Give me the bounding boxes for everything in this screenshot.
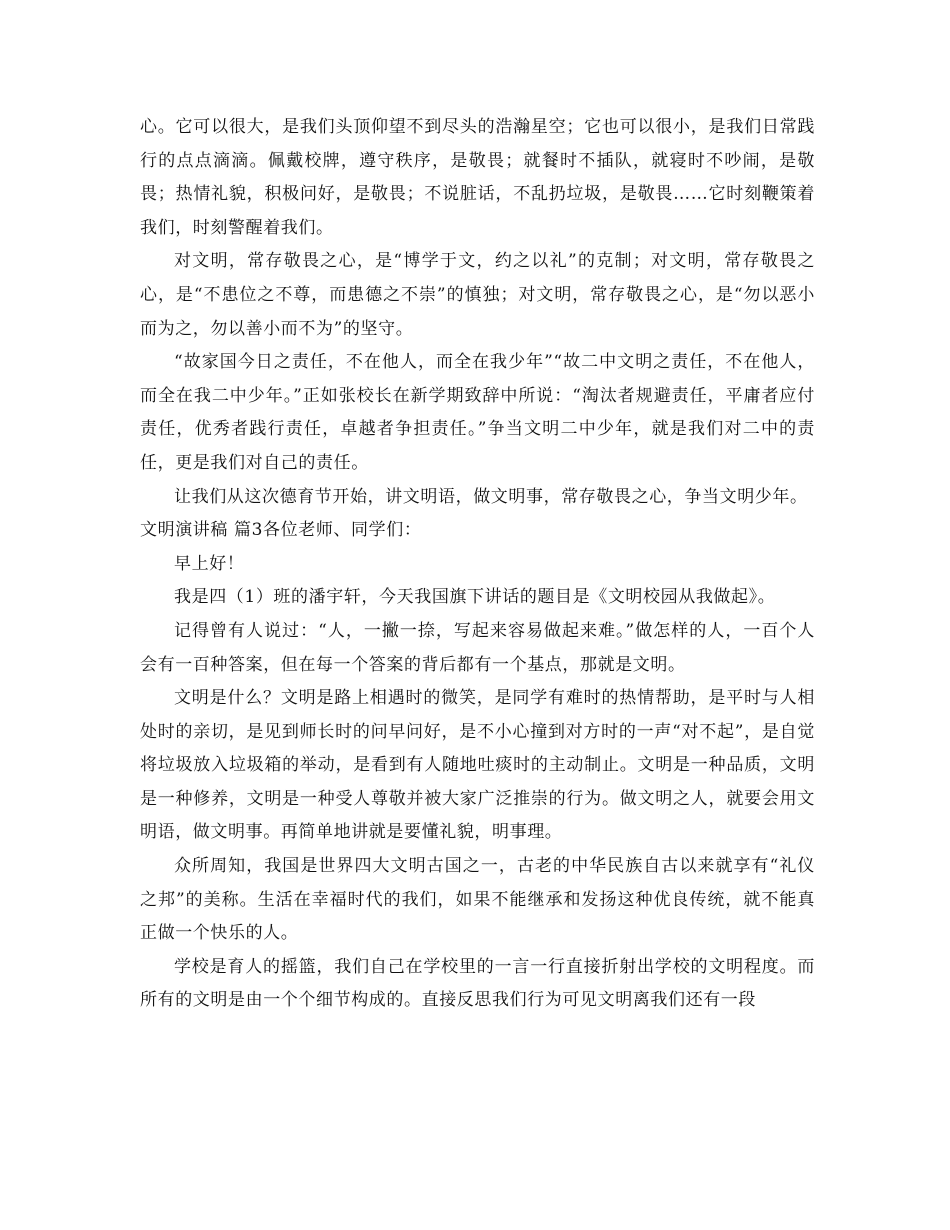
paragraph-9: 文明是什么？文明是路上相遇时的微笑，是同学有难时的热情帮助，是平时与人相处时的亲切，是见到师长时的问早问好，是不小心撞到对方时的一声“对不起”，是自觉将垃圾放入垃圾箱的举动，是看到有人随地吐痰时的主动制止。文明是一种品质，文明是一种修养，文明是一种受人尊敬并被大家广泛推崇的行为。做文明之人，就要会用文明语，做文明事。再简单地讲就是要懂礼貌，明事理。 xyxy=(140,688,815,843)
paragraph-2: 对文明，常存敬畏之心，是“博学于文，约之以礼”的克制；对文明，常存敬畏之心，是“不患位之不尊，而患德之不崇”的慎独；对文明，常存敬畏之心，是“勿以恶小而为之，勿以善小而不为”的坚守。 xyxy=(140,251,815,339)
paragraph-1: 心。它可以很大，是我们头顶仰望不到尽头的浩瀚星空；它也可以很小，是我们日常践行的点点滴滴。佩戴校牌，遵守秩序，是敬畏；就餐时不插队，就寝时不吵闹，是敬畏；热情礼貌，积极问好，是敬畏；不说脏话，不乱扔垃圾，是敬畏……它时刻鞭策着我们，时刻警醒着我们。 xyxy=(140,117,815,238)
paragraph-4: 让我们从这次德育节开始，讲文明语，做文明事，常存敬畏之心，争当文明少年。 xyxy=(174,486,808,507)
greeting-paragraph: 早上好！ xyxy=(174,553,245,574)
document-body xyxy=(140,111,815,1018)
section-heading: 文明演讲稿 篇3各位老师、同学们： xyxy=(140,520,422,541)
paragraph-3: “故家国今日之责任，不在他人，而全在我少年”“故二中文明之责任，不在他人，而全在我二中少年。”正如张校长在新学期致辞中所说：“淘汰者规避责任，平庸者应付责任，优秀者践行责任，卓越者争担责任。”争当文明二中少年，就是我们对二中的责任，更是我们对自己的责任。 xyxy=(140,352,815,473)
paragraph-8: 记得曾有人说过：“人，一撇一捺，写起来容易做起来难。”做怎样的人，一百个人会有一百种答案，但在每一个答案的背后都有一个基点，那就是文明。 xyxy=(140,620,815,675)
paragraph-7: 我是四（1）班的潘宇轩，今天我国旗下讲话的题目是《文明校园从我做起》。 xyxy=(174,587,776,608)
paragraph-10: 众所周知，我国是世界四大文明古国之一，古老的中华民族自古以来就享有“礼仪之邦”的美称。生活在幸福时代的我们，如果不能继承和发扬这种优良传统，就不能真正做一个快乐的人。 xyxy=(140,856,815,944)
paragraph-11: 学校是育人的摇篮，我们自己在学校里的一言一行直接折射出学校的文明程度。而所有的文明是由一个个细节构成的。直接反思我们行为可见文明离我们还有一段 xyxy=(140,956,815,1011)
